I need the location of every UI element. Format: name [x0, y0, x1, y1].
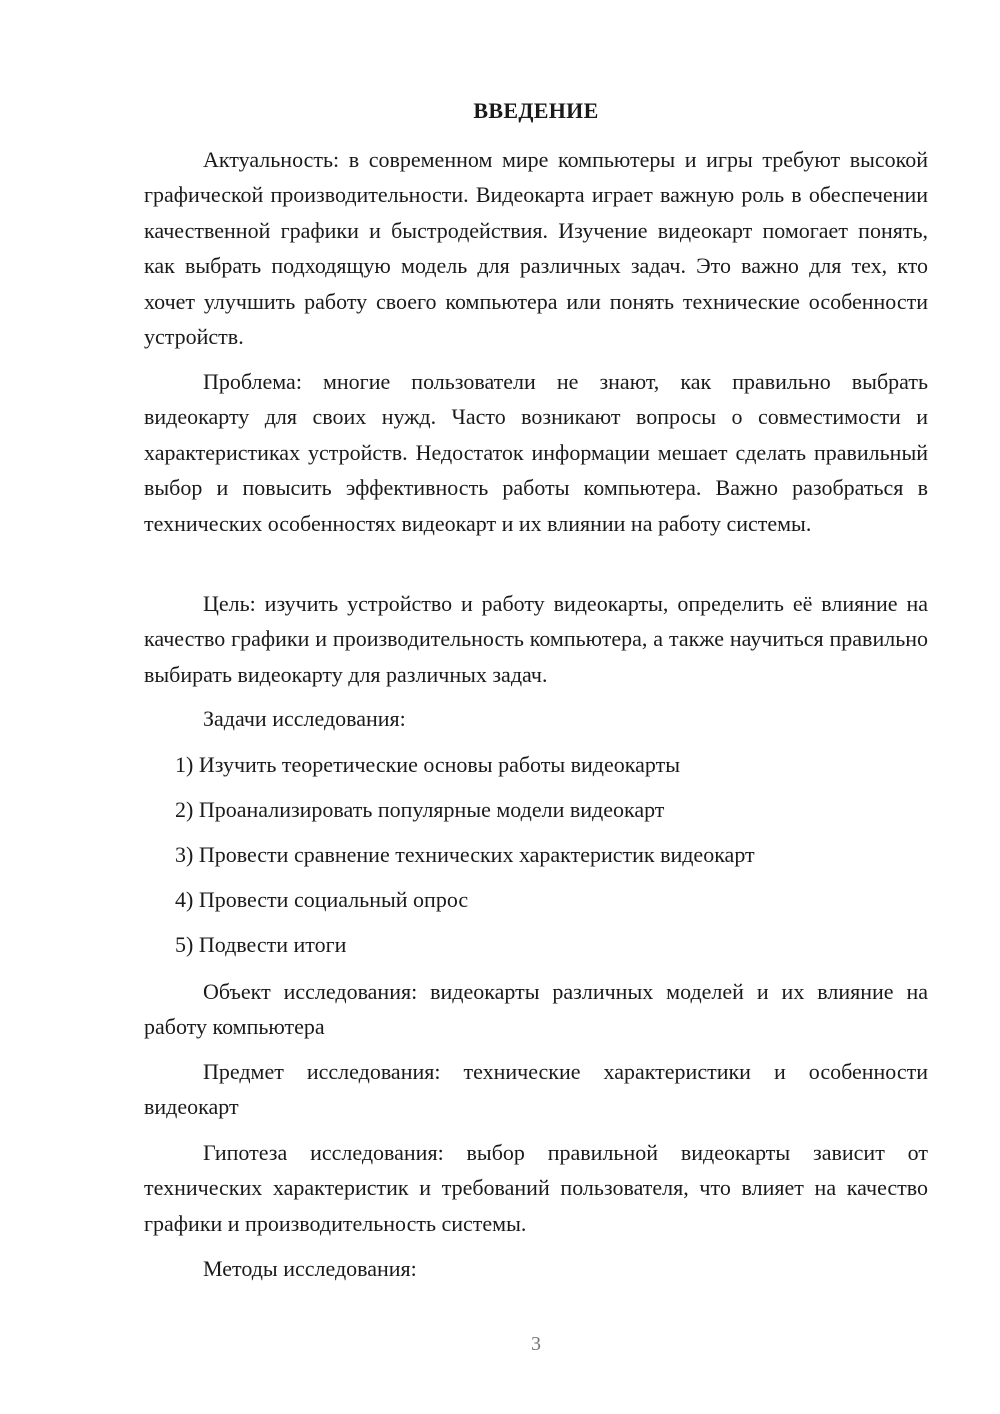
paragraph-goal: Цель: изучить устройство и работу видеокарты, определить её влияние на качество графики и производительность компьютера, а также научиться правильно выбирать видеокарту для различных задач.: [144, 591, 928, 687]
page-title: ВВЕДЕНИЕ: [473, 98, 599, 123]
tasks-heading: Задачи исследования:: [203, 706, 406, 731]
paragraph-subject: Предмет исследования: технические характеристики и особенности видеокарт: [144, 1059, 928, 1120]
task-item: 5) Подвести итоги: [175, 932, 347, 957]
paragraph-object: Объект исследования: видеокарты различных моделей и их влияние на работу компьютера: [144, 979, 928, 1040]
paragraph-hypothesis: Гипотеза исследования: выбор правильной видеокарты зависит от технических характеристик и требований пользователя, что влияет на качество графики и производительность системы.: [144, 1140, 928, 1236]
paragraph-problem: Проблема: многие пользователи не знают, как правильно выбрать видеокарту для своих нужд. Часто возникают вопросы о совместимости и характеристиках устройств. Недостаток информации мешает сделать правильный выбор и повысить эффективность работы компьютера. Важно разобраться в технических особенностях видеокарт и их влиянии на работу системы.: [144, 369, 928, 536]
task-item: 4) Провести социальный опрос: [175, 887, 469, 912]
task-item: 2) Проанализировать популярные модели видеокарт: [175, 797, 665, 822]
paragraph-relevance: Актуальность: в современном мире компьютеры и игры требуют высокой графической производительности. Видеокарта играет важную роль в обеспечении качественной графики и быстродействия. Изучение видеокарт помогает понять, как выбрать подходящую модель для различных задач. Это важно для тех, кто хочет улучшить работу своего компьютера или понять технические особенности устройств.: [144, 147, 928, 350]
methods-heading: Методы исследования:: [203, 1256, 417, 1281]
task-item: 1) Изучить теоретические основы работы видеокарты: [175, 752, 680, 777]
page-number: 3: [531, 1333, 541, 1355]
task-item: 3) Провести сравнение технических характеристик видеокарт: [175, 842, 755, 867]
